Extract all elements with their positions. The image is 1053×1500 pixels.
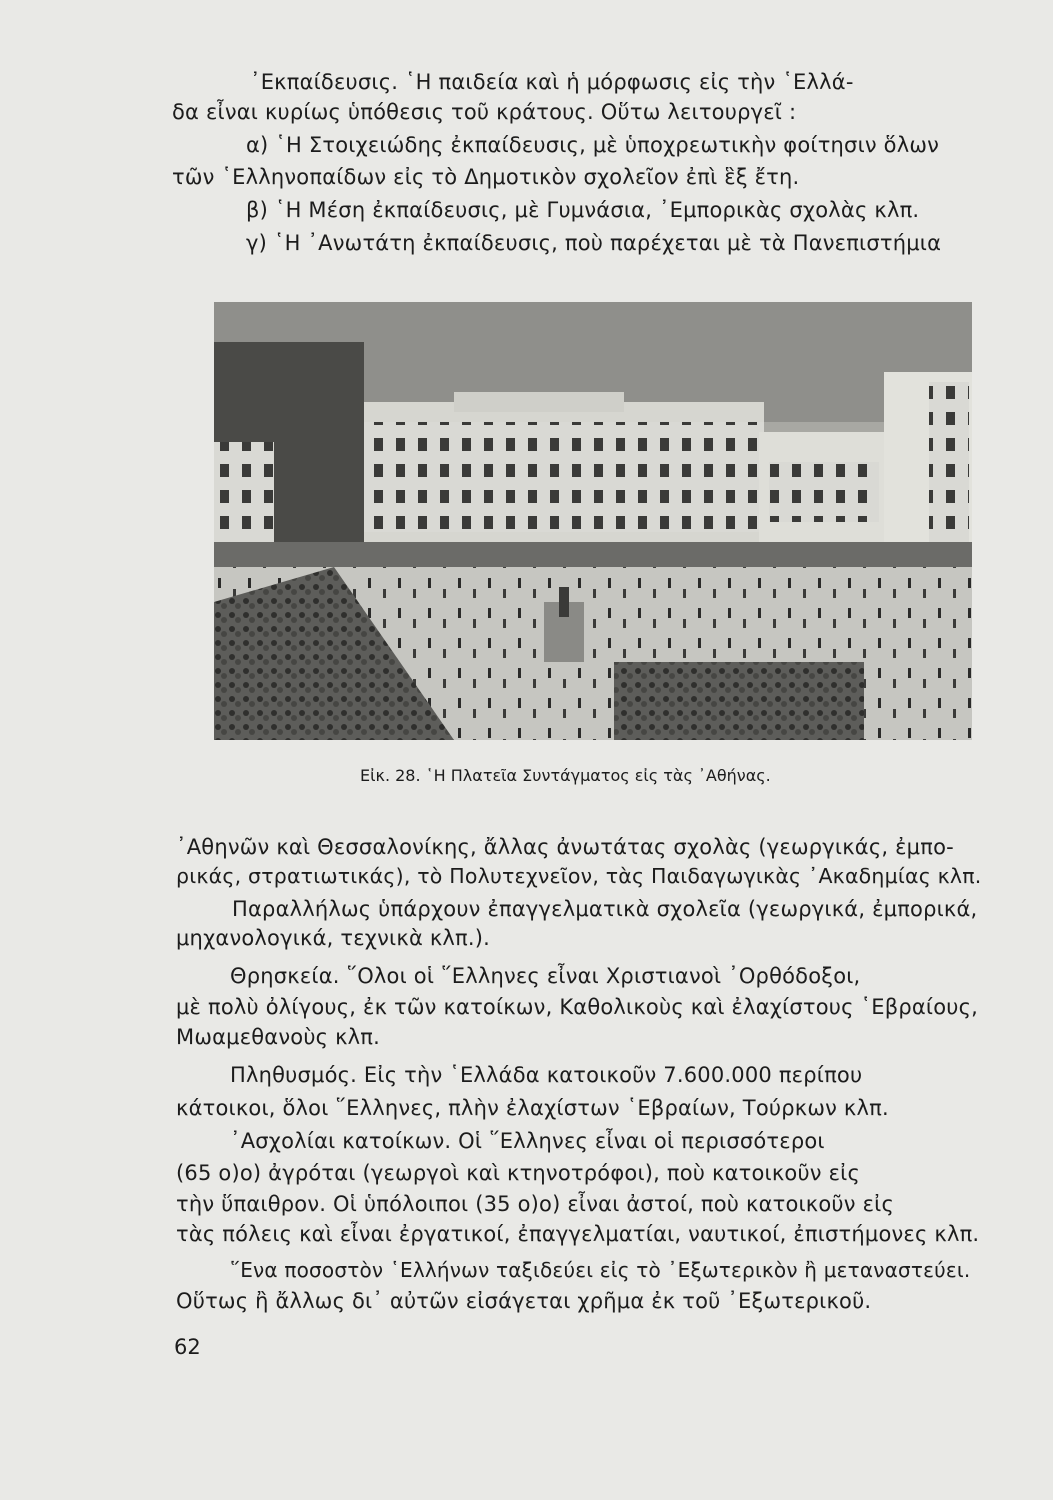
- text-line: Οὕτως ἢ ἄλλως δι᾿ αὐτῶν εἰσάγεται χρῆμα ἐκ τοῦ ᾿Εξωτερικοῦ.: [176, 1289, 872, 1313]
- page-number: 62: [174, 1335, 201, 1359]
- text-line: δα εἶναι κυρίως ὑπόθεσις τοῦ κράτους. Οὕτω λειτουργεῖ :: [172, 100, 797, 124]
- text-line: α) ῾Η Στοιχειώδης ἐκπαίδευσις, μὲ ὑποχρεωτικὴν φοίτησιν ὅλων: [246, 133, 940, 157]
- photo-syntagma-square: [214, 302, 972, 740]
- text-line: τὴν ὕπαιθρον. Οἱ ὑπόλοιποι (35 ο)ο) εἶναι ἀστοί, ποὺ κατοικοῦν εἰς: [176, 1192, 894, 1216]
- text-line: μηχανολογικά, τεχνικὰ κλπ.).: [176, 926, 491, 950]
- text-line: κάτοικοι, ὅλοι ῞Ελληνες, πλὴν ἐλαχίστων ῾Εβραίων, Τούρκων κλπ.: [176, 1096, 889, 1120]
- text-line: ρικάς, στρατιωτικάς), τὸ Πολυτεχνεῖον, τὰς Παιδαγωγικὰς ᾿Ακαδημίας κλπ.: [176, 864, 982, 888]
- text-line: τῶν ῾Ελληνοπαίδων εἰς τὸ Δημοτικὸν σχολεῖον ἐπὶ ἓξ ἔτη.: [172, 165, 800, 189]
- text-line: ῞Ενα ποσοστὸν ῾Ελλήνων ταξιδεύει εἰς τὸ ᾿Εξωτερικὸν ἢ μεταναστεύει.: [230, 1258, 971, 1282]
- photo-square-icon: [214, 302, 972, 740]
- text-line: Πληθυσμός. Εἰς τὴν ῾Ελλάδα κατοικοῦν 7.600.000 περίπου: [230, 1063, 863, 1087]
- text-line: (65 ο)ο) ἀγρόται (γεωργοὶ καὶ κτηνοτρόφοι), ποὺ κατοικοῦν εἰς: [176, 1161, 860, 1185]
- text-line: μὲ πολὺ ὀλίγους, ἐκ τῶν κατοίκων, Καθολικοὺς καὶ ἐλαχίστους ῾Εβραίους,: [176, 995, 978, 1019]
- text-line: β) ῾Η Μέση ἐκπαίδευσις, μὲ Γυμνάσια, ᾿Εμπορικὰς σχολὰς κλπ.: [246, 198, 920, 222]
- figure-caption: Εἰκ. 28. ῾Η Πλατεῖα Συντάγματος εἰς τὰς ᾿Αθήνας.: [360, 766, 771, 785]
- text-line: Παραλλήλως ὑπάρχουν ἐπαγγελματικὰ σχολεῖα (γεωργικά, ἐμπορικά,: [232, 897, 978, 921]
- text-line: Θρησκεία. ῞Ολοι οἱ ῞Ελληνες εἶναι Χριστιανοὶ ᾿Ορθόδοξοι,: [230, 964, 861, 988]
- text-line: Μωαμεθανοὺς κλπ.: [176, 1025, 381, 1049]
- text-line: τὰς πόλεις καὶ εἶναι ἐργατικοί, ἐπαγγελματίαι, ναυτικοί, ἐπιστήμονες κλπ.: [176, 1222, 980, 1246]
- text-line: ᾿Ασχολίαι κατοίκων. Οἱ ῞Ελληνες εἶναι οἱ περισσότεροι: [230, 1129, 825, 1153]
- text-line: ᾿Εκπαίδευσις. ῾Η παιδεία καὶ ἡ μόρφωσις εἰς τὴν ῾Ελλά-: [250, 70, 854, 94]
- text-line: ᾿Αθηνῶν καὶ Θεσσαλονίκης, ἄλλας ἀνωτάτας σχολὰς (γεωργικάς, ἐμπο-: [176, 835, 954, 859]
- text-line: γ) ῾Η ᾿Ανωτάτη ἐκπαίδευσις, ποὺ παρέχεται μὲ τὰ Πανεπιστήμια: [246, 231, 942, 255]
